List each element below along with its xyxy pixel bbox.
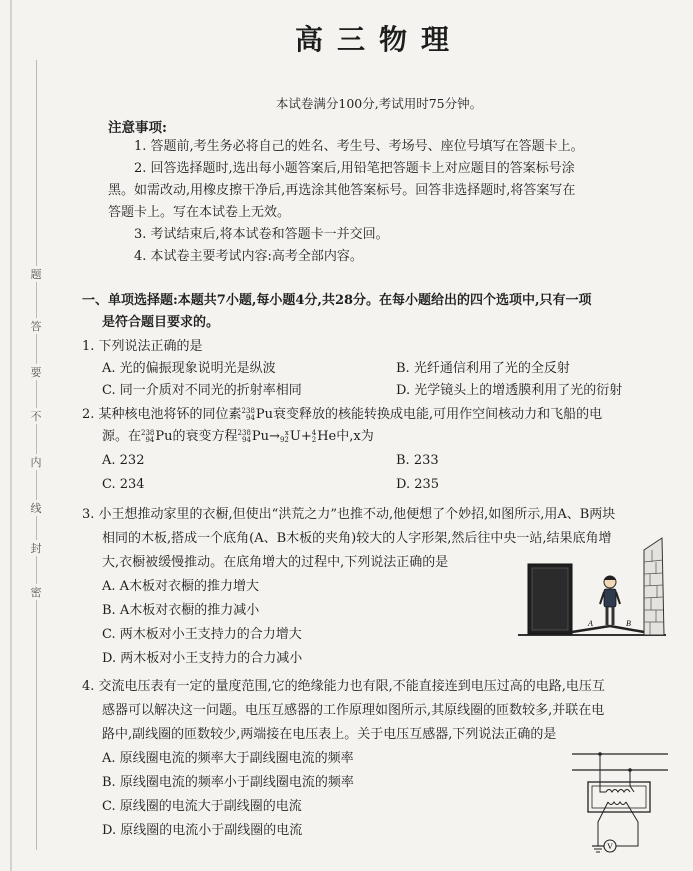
- q1-option-a: A. 光的偏振现象说明光是纵波: [102, 361, 276, 376]
- notice-item: 2. 回答选择题时,选出每小题答案后,用铅笔把答题卡上对应题目的答案标号涂: [134, 161, 575, 176]
- q1-option-d: D. 光学镜头上的增透膜利用了光的衍射: [396, 383, 623, 398]
- notice-heading: 注意事项:: [108, 120, 167, 136]
- section-heading-cont: 是符合题目要求的。: [102, 315, 220, 330]
- brick-wall: [644, 538, 664, 635]
- margin-char: 题: [28, 266, 44, 282]
- voltmeter-label: V: [607, 842, 613, 851]
- q4-option-b: B. 原线圈电流的频率小于副线圈电流的频率: [102, 775, 354, 790]
- pu-symbol: Pu: [251, 429, 270, 444]
- question-3-stem: 大,衣橱被缓慢推动。在底角增大的过程中,下列说法正确的是: [102, 555, 449, 570]
- q1-option-b: B. 光纤通信利用了光的全反射: [396, 361, 570, 376]
- q2-text: 中,x为: [336, 429, 374, 444]
- margin-char: 不: [28, 408, 44, 424]
- secondary-coil: [608, 802, 626, 805]
- pu-mass-number: 238: [141, 428, 155, 437]
- exam-page: [82, 0, 676, 871]
- q3-option-b: B. A木板对衣橱的推力减小: [102, 603, 260, 618]
- pu-atomic-number: 94: [246, 413, 255, 422]
- wardrobe-figure: [518, 534, 666, 640]
- q4-option-a: A. 原线圈电流的频率大于副线圈电流的频率: [102, 751, 354, 766]
- margin-char: 密: [28, 584, 44, 600]
- he-nuclide-numbers: [312, 430, 316, 444]
- pu-atomic-number: 94: [145, 435, 155, 444]
- notice-item: 黑。如需改动,用橡皮擦干净后,再选涂其他答案标号。回答非选择题时,将答案写在: [108, 183, 576, 198]
- transformer-core: [588, 782, 650, 812]
- margin-char: 要: [28, 364, 44, 380]
- wardrobe-door: [532, 568, 568, 630]
- binding-margin: [0, 0, 58, 871]
- pu-atomic-number: 94: [241, 435, 251, 444]
- secondary-lead: [614, 802, 638, 846]
- question-3-stem: 相同的木板,搭成一个底角(A、B木板的夹角)较大的人字形架,然后往中央一站,结果底角增: [102, 531, 612, 546]
- q2-text: 2. 某种核电池将钚的同位素: [82, 407, 242, 422]
- secondary-lead: [598, 802, 608, 838]
- u-atomic-number: 92: [279, 435, 289, 444]
- question-2-stem-line2: [102, 426, 374, 448]
- question-4-stem: 路中,副线圈的匝数较少,两端接在电压表上。关于电压互感器,下列说法正确的是: [102, 727, 557, 742]
- notice-item: 1. 答题前,考生务必将自己的姓名、考生号、考场号、座位号填写在答题卡上。: [134, 139, 584, 154]
- primary-coil: [606, 790, 630, 793]
- pu-nuclide-numbers: [141, 430, 154, 444]
- q3-option-c: C. 两木板对小王支持力的合力增大: [102, 627, 302, 642]
- question-4-stem: 感器可以解决这一问题。电压互感器的工作原理如图所示,其原线圈的匝数较多,并联在电: [102, 703, 605, 718]
- exam-info: 本试卷满分100分,考试用时75分钟。: [275, 96, 483, 111]
- q2-option-b: B. 233: [396, 453, 439, 468]
- he-mass-number: 4: [311, 428, 317, 437]
- decay-arrow: →: [269, 429, 280, 444]
- q3-option-a: A. A木板对衣橱的推力增大: [102, 579, 260, 594]
- q2-text: 源。在: [102, 429, 142, 444]
- u-symbol: U: [289, 429, 301, 444]
- page-title: 高三物理: [294, 23, 463, 56]
- margin-char: 封: [28, 540, 44, 556]
- question-2-stem-line1: [82, 404, 602, 426]
- pu-mass-number: 238: [241, 406, 255, 415]
- pu-nuclide-numbers: [242, 408, 255, 422]
- person-figure: [600, 576, 620, 625]
- notice-item: 答题卡上。写在本试卷上无效。: [108, 205, 291, 220]
- q2-text: 的衰变方程: [172, 429, 238, 444]
- pu-mass-number: 238: [237, 428, 251, 437]
- he-symbol: He: [317, 429, 337, 444]
- q2-option-c: C. 234: [102, 477, 145, 492]
- u-mass-number: x: [284, 428, 289, 437]
- q2-option-a: A. 232: [102, 453, 145, 468]
- margin-char: 内: [28, 454, 44, 470]
- primary-lead: [630, 770, 634, 792]
- question-1-stem: 1. 下列说法正确的是: [82, 339, 203, 354]
- q4-option-d: D. 原线圈的电流小于副线圈的电流: [102, 823, 303, 838]
- pu-nuclide-numbers: [238, 430, 251, 444]
- question-4-stem: 4. 交流电压表有一定的量度范围,它的绝缘能力也有限,不能直接连到电压过高的电路,电压互: [82, 679, 605, 694]
- notice-item: 4. 本试卷主要考试内容:高考全部内容。: [134, 249, 363, 264]
- q2-text: 衰变释放的核能转换成电能,可用作空间核动力和飞船的电: [273, 407, 603, 422]
- margin-char: 答: [28, 318, 44, 334]
- label-b: B: [626, 619, 631, 628]
- plus-sign: +: [300, 429, 312, 444]
- he-atomic-number: 2: [311, 435, 317, 444]
- margin-char: 线: [28, 500, 44, 516]
- u-nuclide-numbers: [280, 430, 289, 444]
- q3-option-d: D. 两木板对小王支持力的合力减小: [102, 651, 303, 666]
- margin-edge-line: [10, 0, 12, 871]
- section-heading: 一、单项选择题:本题共7小题,每小题4分,共28分。在每小题给出的四个选项中,只有一项: [82, 293, 592, 308]
- q4-option-c: C. 原线圈的电流大于副线圈的电流: [102, 799, 302, 814]
- pu-symbol: Pu: [255, 407, 274, 422]
- pu-symbol: Pu: [155, 429, 173, 444]
- notice-item: 3. 考试结束后,将本试卷和答题卡一并交回。: [134, 227, 389, 242]
- transformer-figure: [572, 748, 668, 860]
- q1-option-c: C. 同一介质对不同光的折射率相同: [102, 383, 302, 398]
- q2-option-d: D. 235: [396, 477, 440, 492]
- label-a: A: [588, 619, 593, 628]
- question-3-stem: 3. 小王想推动家里的衣橱,但使出“洪荒之力”也推不动,他便想了个妙招,如图所示,用A、B两块: [82, 507, 616, 522]
